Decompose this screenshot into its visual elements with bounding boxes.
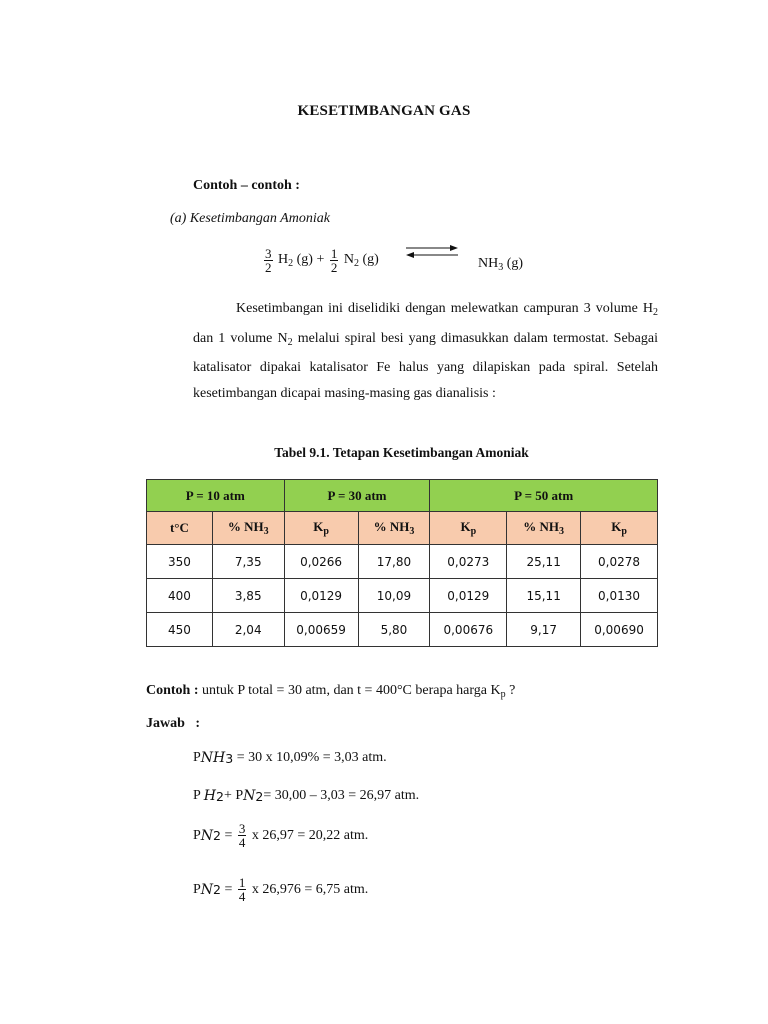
- table-cell: 15,11: [507, 579, 581, 613]
- calc-line-2: P H 2 + P N 2 = 30,00 – 3,03 = 26,97 atm.: [193, 788, 420, 804]
- table-cell: 0,00676: [430, 613, 507, 647]
- equilibrium-arrows-icon: [404, 244, 460, 260]
- subheading: (a) Kesetimbangan Amoniak: [170, 211, 330, 226]
- table-cell: 2,04: [212, 613, 284, 647]
- coefficient-fraction: $\frac{1}{2}$: [330, 246, 338, 275]
- reaction-equation: [262, 247, 379, 274]
- table-cell: 17,80: [358, 545, 430, 579]
- column-header-nh3: % $NH_3$: [358, 512, 430, 545]
- column-header-nh3: % $NH_3$: [507, 512, 581, 545]
- table-cell: 7,35: [212, 545, 284, 579]
- group-header: P = 50 atm: [430, 480, 658, 512]
- table-cell: 25,11: [507, 545, 581, 579]
- column-header-kp: $K_p$: [581, 512, 658, 545]
- table-cell: 10,09: [358, 579, 430, 613]
- example-question: Contoh : untuk P total = 30 atm, dan t = 400°C berapa harga $K_p$ ?: [146, 683, 516, 700]
- table-cell: 0,0129: [284, 579, 358, 613]
- product-nh3: $NH_3$ (g): [478, 256, 524, 273]
- table-cell: 350: [147, 545, 213, 579]
- table-cell: 0,0266: [284, 545, 358, 579]
- table-row: [147, 545, 658, 579]
- equilibrium-table: [146, 479, 658, 647]
- reactant-h2: $H_2$ (g) +: [278, 252, 328, 269]
- table-cell: 400: [147, 579, 213, 613]
- column-header-temp: t°C: [147, 512, 213, 545]
- table-cell: 0,00659: [284, 613, 358, 647]
- answer-label: Jawab :: [146, 716, 201, 731]
- description-paragraph: Kesetimbangan ini diselidiki dengan melewatkan campuran 3 volume $H_2$ dan 1 volume $N_2$ melalui spiral besi yang dimasukkan dalam termostat. Sebagai katalisator dipakai katalisator Fe halus yang dilapiskan pada spiral. Setelah kesetimbangan dicapai masing-masing gas dianalisis :: [193, 301, 658, 401]
- table-cell: 0,0278: [581, 545, 658, 579]
- reactant-n2: $N_2$ (g): [343, 252, 379, 269]
- table-caption: Tabel 9.1. Tetapan Kesetimbangan Amoniak: [274, 445, 529, 460]
- column-header-nh3: % $NH_3$: [212, 512, 284, 545]
- table-group-header-row: [147, 480, 658, 512]
- group-header: P = 30 atm: [284, 480, 430, 512]
- table-row: [147, 613, 658, 647]
- table-cell: 0,0273: [430, 545, 507, 579]
- table-cell: 0,0130: [581, 579, 658, 613]
- column-header-kp: $K_p$: [284, 512, 358, 545]
- table-cell: 9,17: [507, 613, 581, 647]
- fraction-one-quarter: $\frac{1}{4}$: [238, 875, 246, 904]
- coefficient-fraction: $\frac{3}{2}$: [265, 246, 272, 275]
- table-cell: 0,00690: [581, 613, 658, 647]
- group-header: P = 10 atm: [147, 480, 285, 512]
- table-cell: 3,85: [212, 579, 284, 613]
- table-cell: 450: [147, 613, 213, 647]
- table-cell: 0,0129: [430, 579, 507, 613]
- table-cell: 5,80: [358, 613, 430, 647]
- calc-line-3: P N 2 = $\frac{3}{4}$ x 26,97 = 20,22 atm.: [193, 821, 369, 850]
- calc-line-1: P NH 3 = 30 x 10,09% = 3,03 atm.: [193, 750, 387, 766]
- fraction-three-quarters: $\frac{3}{4}$: [238, 821, 246, 850]
- column-header-kp: $K_p$: [430, 512, 507, 545]
- calc-line-4: P N 2 = $\frac{1}{4}$ x 26,976 = 6,75 atm.: [193, 875, 369, 904]
- table-column-header-row: [147, 512, 658, 545]
- page-title: KESETIMBANGAN GAS: [297, 103, 471, 119]
- section-heading: Contoh – contoh :: [193, 178, 300, 193]
- table-row: [147, 579, 658, 613]
